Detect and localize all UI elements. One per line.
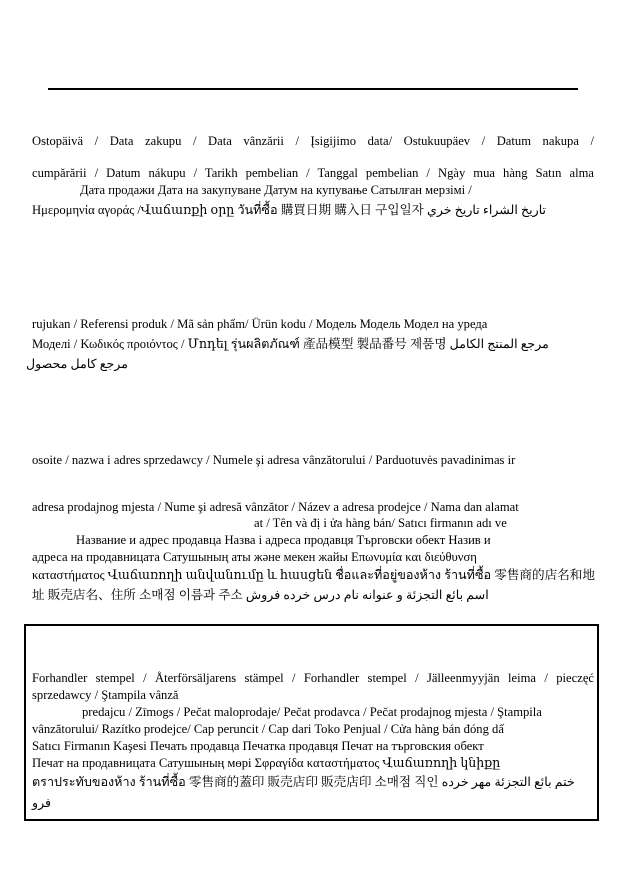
retailer-address-line-3: at / Tên và đị i ửa hàng bán/ Satıcı firmanın adı ve xyxy=(254,516,507,530)
retailer-address-line-1: osoite / nazwa i adres sprzedawcy / Numele şi adresa vânzătorului / Parduotuvės pavadinimas ir xyxy=(32,453,516,467)
retailer-stamp-line-7: ตราประทับของห้าง ร้านที่ซื้อ 零售商的蓋印 販売店印 販売店印 소매점 직인 ختم بائع التجزئة مهر خرده xyxy=(32,775,575,789)
retailer-address-line-5: адреса на продавницата Сатушының аты және мекен жайы Επωνυμία και διεύθυνση xyxy=(32,550,477,564)
retailer-stamp-line-6: Печат на продавницата Сатушының мөрі Σφραγίδα καταστήματος Վաճառողի կնիքը xyxy=(32,756,501,770)
retailer-stamp-line-8: فرو xyxy=(32,796,52,810)
retailer-address-line-7: 址 販売店名、住所 소매점 이름과 주소 اسم بائع التجزئة و عنوانه نام درس خرده فروش xyxy=(32,588,489,602)
product-reference-line-3: مرجع كامل محصول xyxy=(25,357,128,371)
retailer-address-line-4: Название и адрес продавца Назва і адреса продавця Търговски обект Назив и xyxy=(76,533,491,547)
retailer-stamp-line-2: sprzedawcy / Ştampila vânză xyxy=(32,688,179,702)
purchase-date-line-4: Ημερομηνία αγοράς /Վաճառքի օրը วันที่ซื้อ 購買日期 購入日 구입일자 تاريخ الشراء تاريخ خري xyxy=(32,203,547,217)
signature-line xyxy=(48,88,578,90)
retailer-address-line-2: adresa prodajnog mjesta / Nume şi adresă vânzător / Název a adresa prodejce / Nama dan alamat xyxy=(32,500,519,514)
retailer-stamp-line-5: Satıcı Firmanın Kaşesi Печать продавца Печатка продавця Печат на търговския обект xyxy=(32,739,484,753)
retailer-address-line-6: καταστήματος Վաճառողի անվանումը և հասցեն ชื่อและที่อยู่ของห้าง ร้านที่ซื้อ 零售商的店名和地 xyxy=(32,568,595,582)
product-reference-line-1: rujukan / Referensi produk / Mã sản phẩm/ Ürün kodu / Модель Модель Модел на уреда xyxy=(32,317,488,331)
purchase-date-line-2: cumpărării / Datum nákupu / Tarikh pembelian / Tanggal pembelian / Ngày mua hàng Satın alma xyxy=(32,166,594,180)
product-reference-line-2: Моделі / Κωδικός προιόντος / Մոդել รุ่นผลิตภัณฑ์ 產品模型 製品番号 제품명 مرجع المنتج الكامل xyxy=(32,337,549,351)
purchase-date-line-3: Дата продажи Дата на закупуване Датум на купување Сатылған мерзімі / xyxy=(80,183,472,197)
retailer-stamp-line-4: vânzătorului/ Razítko prodejce/ Cap peruncit / Cap dari Toko Penjual / Cửa hàng bán đóng dấ xyxy=(32,722,504,736)
purchase-date-line-1: Ostopäivä / Data zakupu / Data vânzării / Įsigijimo data/ Ostukuupäev / Datum nakupa / xyxy=(32,134,594,148)
retailer-stamp-line-1: Forhandler stempel / Återförsäljarens stämpel / Forhandler stempel / Jälleenmyyjän leima / pieczęć xyxy=(32,671,594,685)
retailer-stamp-line-3: predajcu / Zīmogs / Pečat maloprodaje/ Pečat prodavca / Pečat prodajnog mjesta / Ştampila xyxy=(82,705,542,719)
